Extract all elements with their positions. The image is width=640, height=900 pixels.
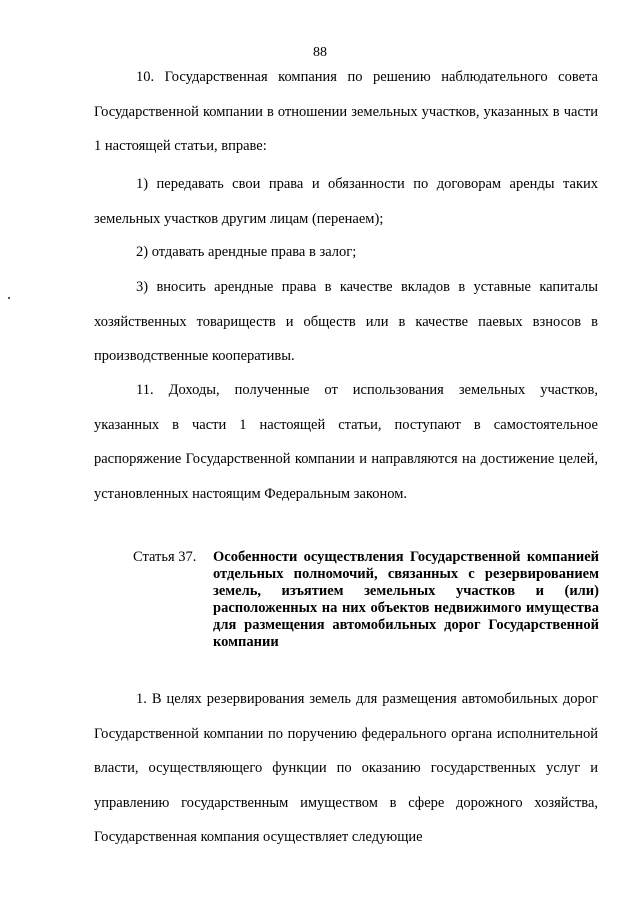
paragraph-11: 11. Доходы, полученные от использования земельных участков, указанных в части 1 настоящей статьи, поступают в самостоятельное распоряжение Государственной компании и направляются на достижение целей, установленных настоящим Федеральным законом. <box>94 382 598 502</box>
article-heading <box>133 549 599 651</box>
paragraph-10-item-3: 3) вносить арендные права в качестве вкладов в уставные капиталы хозяйственных товариществ и обществ или в качестве паевых взносов в производственные кооперативы. <box>94 279 598 364</box>
article-label: Статья 37. <box>133 549 197 565</box>
paragraph-10-item-2: 2) отдавать арендные права в залог; <box>136 244 357 260</box>
article-title: Особенности осуществления Государственной компанией отдельных полномочий, связанных с резервированием земель, изъятием земельных участков и (или) расположенных на них объектов недвижимого имущества для размещения автомобильных дорог Государственной компании <box>213 549 599 650</box>
paragraph-10-item-1: 1) передавать свои права и обязанности по договорам аренды таких земельных участков другим лицам (перенаем); <box>94 176 598 227</box>
article-37-paragraph-1: 1. В целях резервирования земель для размещения автомобильных дорог Государственной компании по поручению федерального органа исполнительной власти, осуществляющего функции по оказанию государственных услуг и управлению государственным имуществом в сфере дорожного хозяйства, Государственная компания осуществляет следующие <box>94 691 598 845</box>
paragraph-10: 10. Государственная компания по решению наблюдательного совета Государственной компании в отношении земельных участков, указанных в части 1 настоящей статьи, вправе: <box>94 69 598 154</box>
page-number: 88 <box>313 45 327 60</box>
scan-speck <box>8 297 10 299</box>
